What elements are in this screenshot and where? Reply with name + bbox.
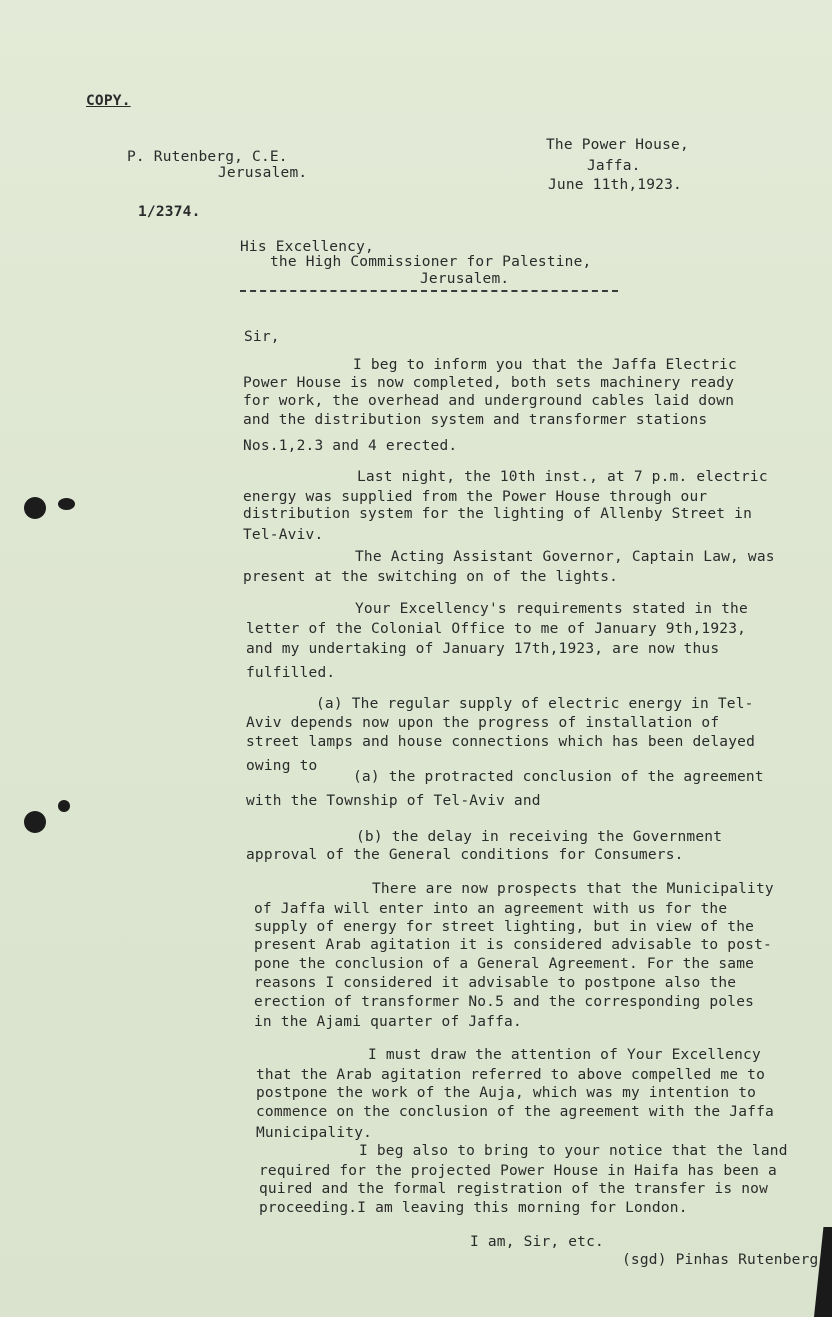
body-line: letter of the Colonial Office to me of January 9th,1923, [246,621,747,637]
punch-hole [24,497,46,519]
body-line: with the Township of Tel-Aviv and [246,793,541,809]
body-line: energy was supplied from the Power House through our [243,489,708,505]
recipient-line-2: the High Commissioner for Palestine, [270,254,592,270]
closing-line: I am, Sir, etc. [470,1234,604,1250]
body-line: owing to [246,758,318,774]
body-line: commence on the conclusion of the agreement with the Jaffa [256,1104,774,1120]
body-line: There are now prospects that the Municipality [372,881,774,897]
body-line: fulfilled. [246,665,336,681]
dashed-rule [240,290,618,292]
body-line: erection of transformer No.5 and the corresponding poles [254,994,755,1010]
body-line: street lamps and house connections which has been delayed [246,734,755,750]
body-line: Municipality. [256,1125,373,1141]
body-line: for work, the overhead and underground cables laid down [243,393,735,409]
signature-line: (sgd) Pinhas Rutenberg [622,1252,819,1268]
body-line: I must draw the attention of Your Excellency [368,1047,761,1063]
body-line: approval of the General conditions for Consumers. [246,847,684,863]
body-line: postpone the work of the Auja, which was my intention to [256,1085,757,1101]
body-line: in the Ajami quarter of Jaffa. [254,1014,522,1030]
body-line: Last night, the 10th inst., at 7 p.m. electric [357,469,768,485]
body-line: and my undertaking of January 17th,1923, are now thus [246,641,720,657]
body-line: reasons I considered it advisable to postpone also the [254,975,737,991]
body-line: quired and the formal registration of the transfer is now [259,1181,768,1197]
body-line: required for the projected Power House in Haifa has been a [259,1163,777,1179]
page-edge-shadow [814,1227,832,1317]
body-line: I beg also to bring to your notice that the land [359,1143,788,1159]
body-line: (a) the protracted conclusion of the agreement [353,769,764,785]
punch-hole [24,811,46,833]
body-line: The Acting Assistant Governor, Captain Law, was [355,549,775,565]
body-line: present at the switching on of the lights. [243,569,619,585]
body-line: Power House is now completed, both sets machinery ready [243,375,735,391]
body-line: and the distribution system and transformer stations [243,412,708,428]
place-line-2: Jaffa. [587,158,641,174]
body-line: present Arab agitation it is considered advisable to post- [254,937,772,953]
body-line: proceeding.I am leaving this morning for London. [259,1200,688,1216]
recipient-line-1: His Excellency, [240,239,374,255]
body-line: Aviv depends now upon the progress of installation of [246,715,720,731]
body-line: that the Arab agitation referred to above compelled me to [256,1067,765,1083]
body-line: pone the conclusion of a General Agreement. For the same [254,956,755,972]
recipient-line-3: Jerusalem. [420,271,510,287]
body-line: supply of energy for street lighting, but in view of the [254,919,755,935]
body-line: I beg to inform you that the Jaffa Electric [353,357,737,373]
body-line: (b) the delay in receiving the Government [356,829,723,845]
body-line: Nos.1,2.3 and 4 erected. [243,438,458,454]
sender-name: P. Rutenberg, C.E. [127,149,288,165]
body-line: Your Excellency's requirements stated in the [355,601,748,617]
salutation: Sir, [244,329,280,345]
reference-number: 1/2374. [138,204,201,220]
punch-hole-mark [58,800,70,812]
sender-city: Jerusalem. [218,165,308,181]
body-line: distribution system for the lighting of Allenby Street in [243,506,752,522]
place-line-1: The Power House, [546,137,689,153]
body-line: Tel-Aviv. [243,527,324,543]
copy-label: COPY. [86,93,131,109]
punch-hole-mark [58,498,75,510]
body-line: (a) The regular supply of electric energy in Tel- [316,696,754,712]
letter-date: June 11th,1923. [548,177,682,193]
body-line: of Jaffa will enter into an agreement with us for the [254,901,728,917]
